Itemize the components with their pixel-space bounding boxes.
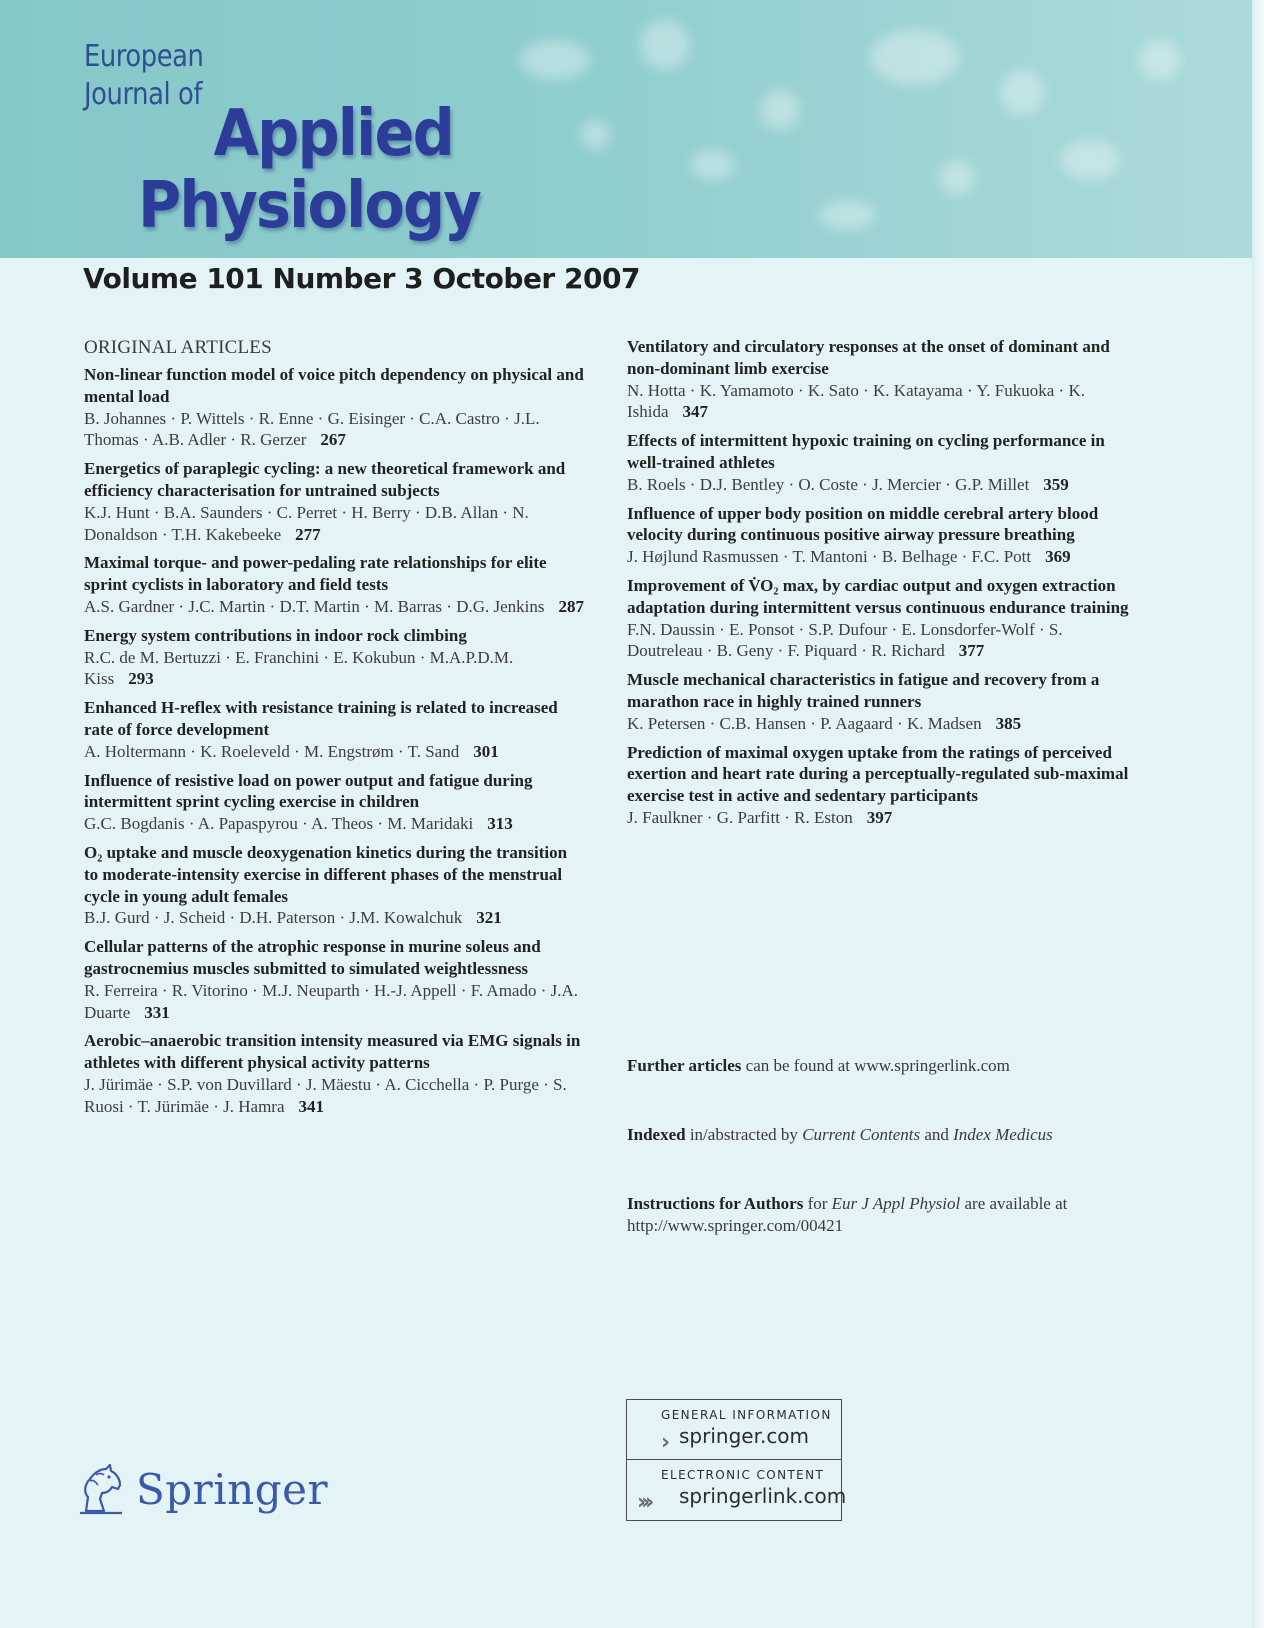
instructions-text: are available at http://www.springer.com/00421: [627, 1194, 1068, 1235]
springer-horse-icon: [76, 1463, 126, 1515]
instructions-journal-abbrev: Eur J Appl Physiol: [831, 1194, 961, 1213]
article-authors: J. Faulkner · G. Parfitt · R. Eston: [627, 807, 853, 827]
article-title: Cellular patterns of the atrophic response in murine soleus and gastrocnemius muscles submitted to simulated weightlessness: [84, 937, 541, 978]
article-authors-line: [84, 907, 584, 929]
article-authors-line: [84, 596, 584, 618]
article-page-number: 301: [473, 741, 499, 761]
indexed-note: [627, 1124, 1132, 1146]
article-authors: J. Højlund Rasmussen · T. Mantoni · B. Belhage · F.C. Pott: [627, 547, 1032, 567]
indexed-index-medicus: Index Medicus: [953, 1125, 1053, 1144]
article-authors-line: [627, 380, 1132, 424]
article-authors: F.N. Daussin · E. Ponsot · S.P. Dufour · E. Lonsdorfer-Wolf · S. Doutreleau · B. Geny · F. Piquard · R. Richard: [627, 619, 1063, 661]
general-information-panel: [627, 1400, 841, 1460]
article-page-number: 347: [682, 402, 709, 422]
article-authors: A.S. Gardner · J.C. Martin · D.T. Martin · M. Barras · D.G. Jenkins: [84, 596, 545, 616]
article-authors: A. Holtermann · K. Roeleveld · M. Engstrøm · T. Sand: [84, 741, 460, 761]
cover-header-band: [0, 0, 1252, 258]
article-list-right: [627, 336, 1132, 829]
article-title: Energetics of paraplegic cycling: a new theoretical framework and efficiency characterisation for untrained subjects: [84, 459, 566, 500]
article-title: Aerobic–anaerobic transition intensity measured via EMG signals in athletes with different physical activity patterns: [84, 1031, 581, 1073]
article-list-left: [84, 364, 584, 1118]
article-authors-line: [84, 813, 584, 835]
article-entry[interactable]: [627, 503, 1132, 568]
publisher-links-box: [626, 1399, 847, 1521]
indexed-current-contents: Current Contents: [802, 1125, 921, 1144]
article-title: Maximal torque- and power-pedaling rate relationships for elite sprint cyclists in laboratory and field tests: [84, 553, 547, 595]
article-title: Ventilatory and circulatory responses at the onset of dominant and non-dominant limb exercise: [627, 337, 1110, 378]
article-page-number: 277: [295, 524, 321, 544]
article-page-number: 313: [487, 814, 513, 834]
instructions-note: [627, 1193, 1132, 1237]
article-page-number: 377: [958, 641, 985, 661]
journal-name-applied: Applied: [213, 97, 453, 171]
article-entry[interactable]: [84, 936, 584, 1023]
article-authors-line: [84, 1074, 584, 1118]
instructions-bold: Instructions for Authors: [627, 1194, 804, 1213]
article-authors: K.J. Hunt · B.A. Saunders · C. Perret · H. Berry · D.B. Allan · N. Donaldson · T.H. Kakebeeke: [84, 502, 529, 544]
article-authors-line: [627, 546, 1132, 568]
article-authors-line: [627, 474, 1132, 496]
article-authors-line: [84, 980, 584, 1024]
article-authors: N. Hotta · K. Yamamoto · K. Sato · K. Katayama · Y. Fukuoka · K. Ishida: [627, 380, 1085, 422]
page-edge: [1252, 0, 1264, 1628]
triple-chevron-right-icon: ›››: [637, 1490, 650, 1515]
journal-name-line-2: Journal of: [84, 77, 203, 112]
article-entry[interactable]: [627, 430, 1132, 495]
article-title: Enhanced H-reflex with resistance training is related to increased rate of force development: [84, 698, 558, 739]
springerlink-com-link[interactable]: springerlink.com: [679, 1484, 847, 1508]
article-entry[interactable]: [84, 458, 584, 545]
contents-left-column: [84, 336, 584, 1125]
article-page-number: 359: [1043, 474, 1069, 494]
article-entry[interactable]: [84, 625, 584, 690]
article-title: Influence of upper body position on middle cerebral artery blood velocity during continuous positive airway pressure breathing: [627, 503, 1099, 545]
article-entry[interactable]: [84, 842, 584, 929]
article-authors-line: [84, 741, 584, 763]
article-entry[interactable]: [84, 770, 584, 835]
article-authors-line: [627, 619, 1132, 663]
further-articles-bold: Further articles: [627, 1056, 742, 1075]
article-entry[interactable]: [84, 552, 584, 617]
article-title: Improvement of V̇O₂ max, by cardiac output and oxygen extraction adaptation during intermittent versus continuous endurance training: [627, 575, 1129, 617]
article-entry[interactable]: [84, 697, 584, 762]
article-page-number: 293: [128, 669, 154, 689]
contents-right-column: [627, 336, 1132, 836]
article-authors: R.C. de M. Bertuzzi · E. Franchini · E. Kokubun · M.A.P.D.M. Kiss: [84, 647, 514, 689]
article-authors-line: [84, 502, 584, 546]
article-authors-line: [84, 408, 584, 452]
journal-name-large: [138, 98, 480, 242]
springer-logo: [76, 1463, 328, 1515]
section-label: ORIGINAL ARTICLES: [84, 337, 272, 358]
article-page-number: 331: [144, 1002, 170, 1022]
article-authors-line: [84, 647, 584, 691]
article-entry[interactable]: [627, 575, 1132, 662]
article-title: Influence of resistive load on power output and fatigue during intermittent sprint cycling exercise in children: [84, 770, 533, 812]
article-authors: B.J. Gurd · J. Scheid · D.H. Paterson · J.M. Kowalchuk: [84, 908, 463, 928]
issue-line: Volume 101 Number 3 October 2007: [83, 262, 640, 295]
article-page-number: 385: [995, 713, 1022, 733]
article-title: Prediction of maximal oxygen uptake from the ratings of perceived exertion and heart rate during a perceptually-regulated sub-maximal exercise test in active and sedentary participants: [627, 742, 1129, 806]
article-entry[interactable]: [627, 669, 1132, 734]
article-page-number: 267: [320, 430, 346, 450]
article-title: Effects of intermittent hypoxic training on cycling performance in well-trained athletes: [627, 431, 1105, 472]
chevron-right-icon: ›: [661, 1430, 671, 1455]
electronic-content-panel: [627, 1460, 847, 1520]
article-title: Muscle mechanical characteristics in fatigue and recovery from a marathon race in highly trained runners: [627, 670, 1100, 711]
article-authors-line: [627, 807, 1132, 829]
article-authors-line: [627, 713, 1132, 735]
electronic-content-caption: ELECTRONIC CONTENT: [661, 1468, 825, 1482]
article-entry[interactable]: [84, 1030, 584, 1117]
journal-name-physiology: Physiology: [138, 169, 480, 243]
article-page-number: 397: [866, 807, 893, 827]
article-page-number: 341: [298, 1096, 324, 1116]
article-title: Non-linear function model of voice pitch dependency on physical and mental load: [84, 365, 584, 406]
indexed-bold: Indexed: [627, 1125, 686, 1144]
journal-name-line-1: European: [84, 39, 204, 74]
article-authors: G.C. Bogdanis · A. Papaspyrou · A. Theos · M. Maridaki: [84, 814, 474, 834]
further-articles-text: can be found at www.springerlink.com: [741, 1056, 1010, 1075]
article-entry[interactable]: [84, 364, 584, 451]
indexed-text: in/abstracted by: [685, 1125, 803, 1144]
general-information-caption: GENERAL INFORMATION: [661, 1408, 832, 1422]
article-page-number: 321: [476, 908, 502, 928]
article-page-number: 287: [558, 596, 584, 616]
further-articles-note: [627, 1055, 1132, 1077]
article-entry[interactable]: [627, 336, 1132, 423]
article-authors: R. Ferreira · R. Vitorino · M.J. Neuparth · H.-J. Appell · F. Amado · J.A. Duarte: [84, 980, 579, 1022]
article-authors: B. Roels · D.J. Bentley · O. Coste · J. Mercier · G.P. Millet: [627, 474, 1030, 494]
springer-wordmark: Springer: [136, 1464, 329, 1514]
article-page-number: 369: [1045, 547, 1071, 567]
instructions-for: for: [803, 1194, 832, 1213]
springer-com-link[interactable]: springer.com: [679, 1424, 810, 1448]
article-title: Energy system contributions in indoor rock climbing: [84, 625, 467, 645]
article-entry[interactable]: [627, 742, 1132, 829]
indexed-and: and: [920, 1125, 954, 1144]
article-authors: J. Jürimäe · S.P. von Duvillard · J. Mäestu · A. Cicchella · P. Purge · S. Ruosi · T. Jürimäe · J. Hamra: [84, 1074, 567, 1116]
article-authors: K. Petersen · C.B. Hansen · P. Aagaard · K. Madsen: [627, 713, 982, 733]
article-title: O₂ uptake and muscle deoxygenation kinetics during the transition to moderate-intensity exercise in different phases of the menstrual cycle in young adult females: [84, 842, 568, 906]
article-authors: B. Johannes · P. Wittels · R. Enne · G. Eisinger · C.A. Castro · J.L. Thomas · A.B. Adler · R. Gerzer: [84, 408, 540, 450]
